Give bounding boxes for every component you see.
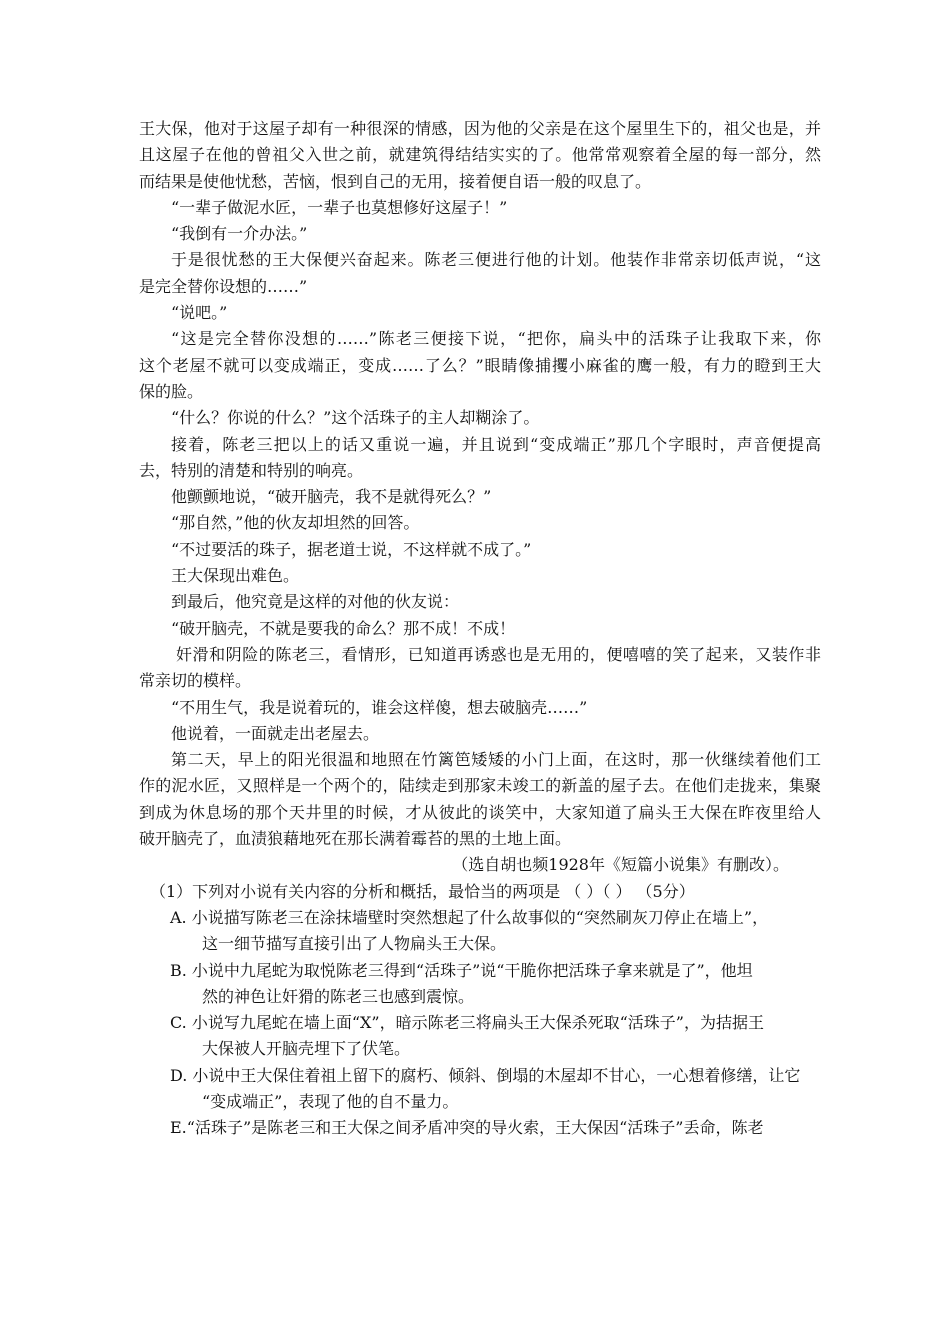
passage-line: 他说着，一面就走出老屋去。 xyxy=(171,723,380,743)
passage-line: 而结果是使他忧愁，苦恼，恨到自己的无用，接着便自语一般的叹息了。 xyxy=(139,171,652,191)
question-stem: （1）下列对小说有关内容的分析和概括，最恰当的两项是 （ ）（ ） （5分） xyxy=(150,881,695,901)
passage-line: 他颤颤地说，“破开脑壳，我不是就得死么？” xyxy=(171,487,492,507)
option-c-continued: 大保被人开脑壳埋下了伏笔。 xyxy=(202,1039,411,1059)
option-c: C. 小说写九尾蛇在墙上面“X”，暗示陈老三将扁头王大保杀死取“活珠子”，为拮据王 xyxy=(170,1013,764,1033)
passage-line: “我倒有一介办法。” xyxy=(171,224,308,244)
passage-line: 到成为休息场的那个天井里的时候，才从彼此的谈笑中，大家知道了扁头王大保在昨夜里给人 xyxy=(139,802,821,822)
passage-line: 于是很忧愁的王大保便兴奋起来。陈老三便进行他的计划。他装作非常亲切低声说，“这 xyxy=(171,250,821,270)
option-d-continued: “变成端正”，表现了他的自不量力。 xyxy=(202,1091,459,1111)
passage-line: “不用生气，我是说着玩的，谁会这样傻，想去破脑壳……” xyxy=(171,697,588,717)
passage-text xyxy=(139,116,821,1142)
passage-line: “说吧。” xyxy=(171,303,228,323)
option-e: E.“活珠子”是陈老三和王大保之间矛盾冲突的导火索，王大保因“活珠子”丢命，陈老 xyxy=(170,1118,764,1138)
passage-line: 这个老屋不就可以变成端正，变成……了么？”眼睛像捕攫小麻雀的鹰一般，有力的瞪到王大 xyxy=(139,355,821,375)
passage-line: “这是完全替你没想的……”陈老三便接下说，“把你，扁头中的活珠子让我取下来，你 xyxy=(171,329,821,349)
passage-line: 到最后，他究竟是这样的对他的伙友说： xyxy=(171,592,460,612)
passage-line: “一辈子做泥水匠，一辈子也莫想修好这屋子！” xyxy=(171,197,508,217)
option-b: B. 小说中九尾蛇为取悦陈老三得到“活珠子”说“干脆你把活珠子拿来就是了”，他坦 xyxy=(170,960,753,980)
passage-line: “那自然，”他的伙友却坦然的回答。 xyxy=(171,513,420,533)
passage-line: 常亲切的模样。 xyxy=(139,671,252,691)
passage-line: 破开脑壳了，血渍狼藉地死在那长满着霉苔的黑的土地上面。 xyxy=(139,829,572,849)
passage-line: “不过要活的珠子，据老道士说，不这样就不成了。” xyxy=(171,539,532,559)
passage-line: “什么？你说的什么？”这个活珠子的主人却糊涂了。 xyxy=(171,408,540,428)
option-d: D. 小说中王大保住着祖上留下的腐朽、倾斜、倒塌的木屋却不甘心，一心想着修缮，让它 xyxy=(170,1065,801,1085)
passage-line: 第二天，早上的阳光很温和地照在竹篱笆矮矮的小门上面，在这时，那一伙继续着他们工 xyxy=(171,750,821,770)
passage-line: 作的泥水匠，又照样是一个两个的，陆续走到那家未竣工的新盖的屋子去。在他们走拢来，集聚 xyxy=(139,776,821,796)
passage-line: “破开脑壳，不就是要我的命么？那不成！不成！ xyxy=(171,618,516,638)
option-b-continued: 然的神色让奸猾的陈老三也感到震惊。 xyxy=(202,986,475,1006)
passage-line: 去，特别的清楚和特别的响亮。 xyxy=(139,460,364,480)
passage-line: 接着，陈老三把以上的话又重说一遍，并且说到“变成端正”那几个字眼时，声音便提高 xyxy=(171,434,821,454)
passage-line: 是完全替你设想的……” xyxy=(139,276,308,296)
option-a-continued: 这一细节描写直接引出了人物扁头王大保。 xyxy=(202,934,507,954)
passage-line: 保的脸。 xyxy=(139,381,204,401)
passage-line: 王大保，他对于这屋子却有一种很深的情感，因为他的父亲是在这个屋里生下的，祖父也是，并 xyxy=(139,119,821,138)
source-note: （选自胡也频1928年《短篇小说集》有删改）。 xyxy=(452,855,789,875)
option-a: A. 小说描写陈老三在涂抹墙壁时突然想起了什么故事似的“突然刷灰刀停止在墙上”， xyxy=(170,907,769,927)
passage-line: 且这屋子在他的曾祖父入世之前，就建筑得结结实实的了。他常常观察着全屋的每一部分，然 xyxy=(139,145,821,165)
passage-line: 王大保现出难色。 xyxy=(171,566,300,586)
passage-line: 奸滑和阴险的陈老三，看情形，已知道再诱惑也是无用的，便嘻嘻的笑了起来，又装作非 xyxy=(176,644,821,664)
